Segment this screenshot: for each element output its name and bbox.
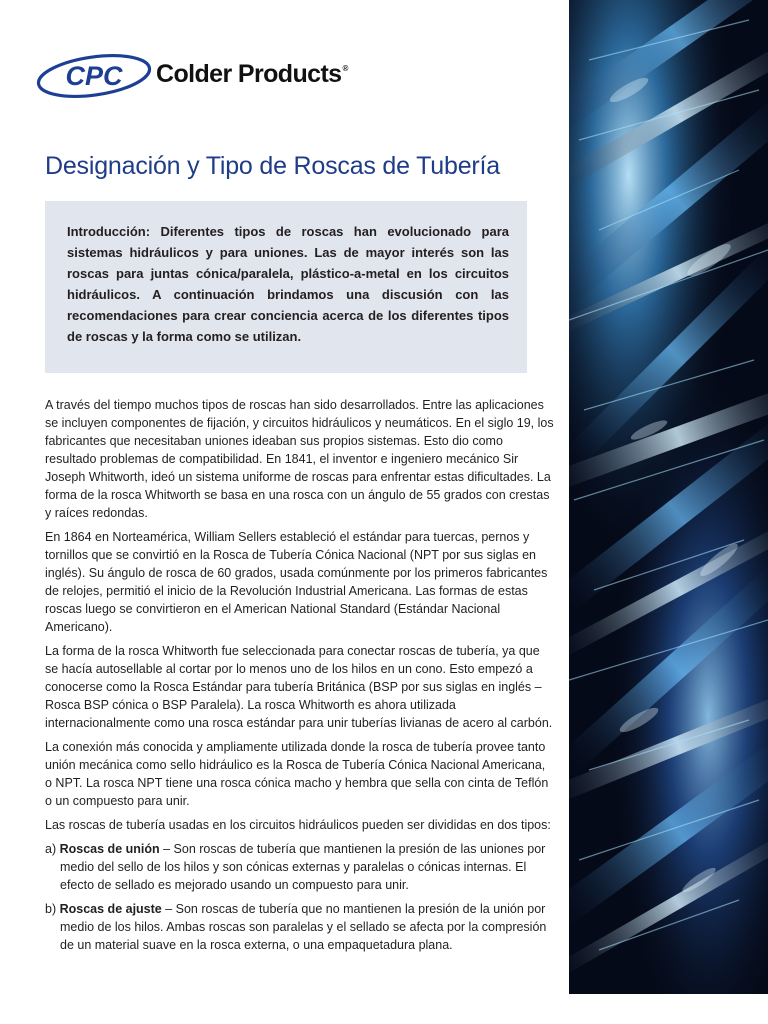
list-text: – Son roscas de tubería que mantienen la presión de las uniones por medio del sello de los hilos y son cónicas externas y paralelas o cónicas internas. El efecto de sellado es mejorado usando un compuesto para unir. — [60, 842, 546, 892]
logo-mark-text: CPC — [65, 61, 123, 91]
company-name — [156, 60, 348, 89]
paragraph-thread-types: Las roscas de tubería usadas en los circuitos hidráulicos pueden ser divididas en dos tipos: — [45, 818, 551, 832]
page-title: Designación y Tipo de Roscas de Tubería — [45, 152, 500, 180]
list-term: Roscas de unión — [59, 842, 160, 856]
list-marker: b) — [45, 902, 57, 916]
threaded-fittings-photo — [569, 0, 768, 994]
company-logo — [36, 52, 348, 102]
cpc-logo-icon — [36, 52, 156, 100]
intro-box — [45, 201, 527, 373]
list-term: Roscas de ajuste — [59, 902, 162, 916]
list-marker: a) — [45, 842, 57, 856]
paragraph-sellers-npt: En 1864 en Norteamérica, William Sellers estableció el estándar para tuercas, pernos y tornillos que se convirtió en la Rosca de Tubería Cónica Nacional (NPT por sus siglas en inglés). Su ángulo de rosca de 60 grados, usada comúnmente por los primeros fabricantes de relojes, permitió el inicio de la Revolución Industrial Americana. Las formas de estas roscas luego se convirtieron en el American National Standard (Estándar Nacional Americano). — [45, 530, 548, 634]
list-item-union-threads — [45, 840, 555, 894]
paragraph-whitworth-history: A través del tiempo muchos tipos de roscas han sido desarrollados. Entre las aplicaciones se incluyen componentes de fijación, y circuitos hidráulicos y neumáticos. En el siglo 19, los fabricantes que necesitaban uniones ideaban sus propios sistemas. Esto dio como resultado problemas de compatibilidad. En 1841, el inventor e ingeniero mecánico Sir Joseph Whitworth, ideó un sistema uniforme de roscas para enfrentar estas dificultades. La forma de la rosca Whitworth se basa en una rosca con un ángulo de 55 grados con crestas y raíces redondas. — [45, 398, 554, 520]
paragraph-npt-connection: La conexión más conocida y ampliamente utilizada donde la rosca de tubería provee tanto unión mecánica como sello hidráulico es la Rosca de Tubería Cónica Nacional Americana, o NPT. La rosca NPT tiene una rosca cónica macho y hembra que sella con cinta de Teflón o un compuesto para unir. — [45, 740, 549, 808]
registered-mark: ® — [342, 64, 348, 73]
fittings-photo-icon — [569, 0, 768, 994]
intro-text: Introducción: Diferentes tipos de roscas han evolucionado para sistemas hidráulicos y para uniones. Las de mayor interés son las roscas para juntas cónica/paralela, plástico-a-metal en los circuitos hidráulicos. A continuación brindamos una discusión con las recomendaciones para crear conciencia acerca de los diferentes tipos de roscas y la forma como se utilizan. — [67, 224, 509, 345]
paragraph-bsp: La forma de la rosca Whitworth fue seleccionada para conectar roscas de tubería, ya que se hacía autosellable al cortar por lo menos uno de los hilos en un cono. Esto empezó a conocerse como la Rosca Estándar para tubería Británica (BSP por sus siglas en inglés – Rosca BSP cónica o BSP Paralela). La rosca Whitworth es ahora utilizada internacionalmente como una rosca estándar para unir tuberías livianas de acero al carbón. — [45, 644, 553, 730]
list-item-fitting-threads — [45, 900, 555, 954]
list-text: – Son roscas de tubería que no mantienen la presión de la unión por medio de los hilos. Ambas roscas son paralelas y el sellado se afecta por la compresión de un material suave en la rosca externa, o una empaquetadura plana. — [60, 902, 547, 952]
company-name-text: Colder Products — [156, 60, 342, 88]
body-content — [45, 396, 555, 960]
